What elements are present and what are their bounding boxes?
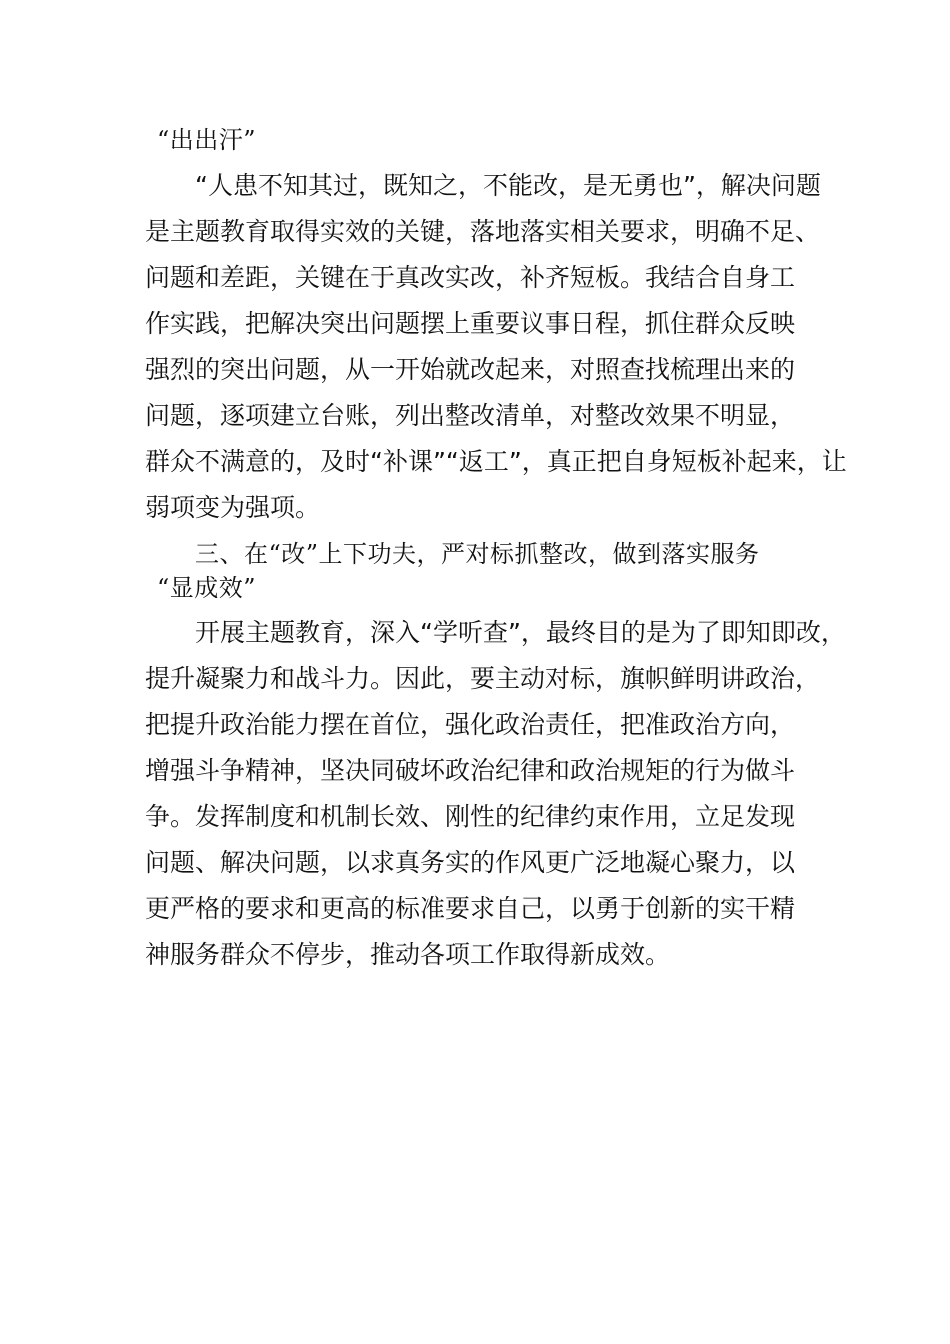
paragraph-line: “人患不知其过，既知之，不能改，是无勇也”，解决问题 xyxy=(195,171,821,200)
paragraph-line: 弱项变为强项。 xyxy=(145,493,321,522)
paragraph-line: 群众不满意的，及时“补课”“返工”，真正把自身短板补起来，让 xyxy=(145,447,847,476)
paragraph-line: 问题和差距，关键在于真改实改，补齐短板。我结合自身工 xyxy=(145,263,796,292)
paragraph-line: 开展主题教育，深入“学听查”，最终目的是为了即知即改， xyxy=(195,618,846,647)
paragraph-line: 是主题教育取得实效的关键，落地落实相关要求，明确不足、 xyxy=(145,217,821,246)
paragraph-line: 作实践，把解决突出问题摆上重要议事日程，抓住群众反映 xyxy=(145,309,796,338)
paragraph-line: 强烈的突出问题，从一开始就改起来，对照查找梳理出来的 xyxy=(145,355,796,384)
paragraph-line: 提升凝聚力和战斗力。因此，要主动对标，旗帜鲜明讲政治， xyxy=(145,664,821,693)
paragraph-line: 问题、解决问题，以求真务实的作风更广泛地凝心聚力，以 xyxy=(145,848,796,877)
paragraph-line: 把提升政治能力摆在首位，强化政治责任，把准政治方向， xyxy=(145,710,796,739)
paragraph-line: 问题，逐项建立台账，列出整改清单，对整改效果不明显， xyxy=(145,401,796,430)
section-heading-line: “显成效” xyxy=(157,574,257,602)
heading-tail: “出出汗” xyxy=(157,126,257,154)
paragraph-line: 增强斗争精神，坚决同破坏政治纪律和政治规矩的行为做斗 xyxy=(145,756,796,785)
paragraph-line: 争。发挥制度和机制长效、刚性的纪律约束作用，立足发现 xyxy=(145,802,796,831)
section-heading-line: 三、在“改”上下功夫，严对标抓整改，做到落实服务 xyxy=(195,540,760,568)
paragraph-line: 更严格的要求和更高的标准要求自己，以勇于创新的实干精 xyxy=(145,894,796,923)
paragraph-line: 神服务群众不停步，推动各项工作取得新成效。 xyxy=(145,940,671,969)
